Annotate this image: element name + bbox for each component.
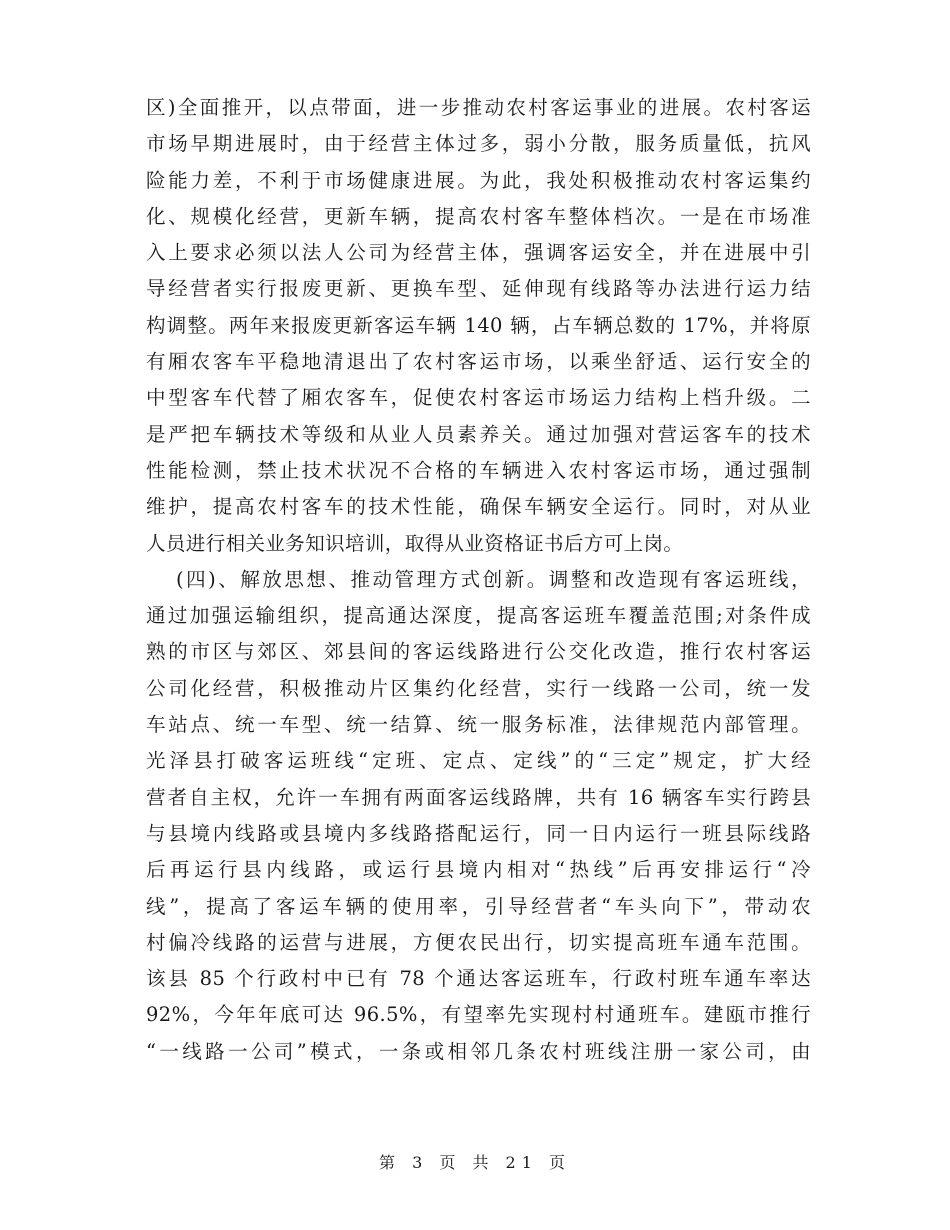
text-line: 熟的市区与郊区、郊县间的客运线路进行公交化改造，推行农村客运 xyxy=(146,640,811,664)
text-line: 村偏冷线路的运营与进展，方便农民出行，切实提高班车通车范围。 xyxy=(146,930,811,954)
text-line: 中型客车代替了厢农客车，促使农村客运市场运力结构上档升级。二 xyxy=(146,386,811,410)
text-line: 是严把车辆技术等级和从业人员素养关。通过加强对营运客车的技术 xyxy=(146,422,811,446)
text-line: 该县 85 个行政村中已有 78 个通达客运班车，行政村班车通车率达 xyxy=(146,967,811,991)
text-line: “一线路一公司”模式，一条或相邻几条农村班线注册一家公司，由 xyxy=(146,1039,811,1063)
text-line: 构调整。两年来报废更新客运车辆 140 辆，占车辆总数的 17%，并将原 xyxy=(146,313,811,337)
text-line: 入上要求必须以法人公司为经营主体，强调客运安全，并在进展中引 xyxy=(146,241,811,265)
text-line: 与县境内线路或县境内多线路搭配运行，同一日内运行一班县际线路 xyxy=(146,821,811,845)
text-line: 有厢农客车平稳地清退出了农村客运市场，以乘坐舒适、运行安全的 xyxy=(146,350,811,374)
text-line: 维护，提高农村客车的技术性能，确保车辆安全运行。同时，对从业 xyxy=(146,495,811,519)
page-number-footer: 第 3 页 共 21 页 xyxy=(379,1153,571,1172)
text-line: 区)全面推开，以点带面，进一步推动农村客运事业的进展。农村客运 xyxy=(146,96,811,119)
text-line: 车站点、统一车型、统一结算、统一服务标准，法律规范内部管理。 xyxy=(146,713,811,737)
text-line: 通过加强运输组织，提高通达深度，提高客运班车覆盖范围;对条件成 xyxy=(146,604,811,628)
text-line: 后再运行县内线路，或运行县境内相对“热线”后再安排运行“冷 xyxy=(146,858,811,882)
text-line: 营者自主权，允许一车拥有两面客运线路牌，共有 16 辆客车实行跨县 xyxy=(146,785,811,809)
text-line: 光泽县打破客运班线“定班、定点、定线”的“三定”规定，扩大经 xyxy=(146,749,811,773)
text-line: 险能力差，不利于市场健康进展。为此，我处积极推动农村客运集约 xyxy=(146,168,811,192)
text-line: 性能检测，禁止技术状况不合格的车辆进入农村客运市场，通过强制 xyxy=(146,458,811,482)
text-line: 化、规模化经营，更新车辆，提高农村客车整体档次。一是在市场准 xyxy=(146,204,811,228)
body-text xyxy=(146,90,811,1070)
text-line: 人员进行相关业务知识培训，取得从业资格证书后方可上岗。 xyxy=(146,531,684,555)
section-heading-line: (四)、解放思想、推动管理方式创新。调整和改造现有客运班线， xyxy=(176,567,811,591)
text-line: 92%，今年年底可达 96.5%，有望率先实现村村通班车。建瓯市推行 xyxy=(146,1003,811,1027)
text-line: 导经营者实行报废更新、更换车型、延伸现有线路等办法进行运力结 xyxy=(146,277,811,301)
text-line: 线”，提高了客运车辆的使用率，引导经营者“车头向下”，带动农 xyxy=(146,894,811,918)
text-line: 市场早期进展时，由于经营主体过多，弱小分散，服务质量低，抗风 xyxy=(146,132,811,156)
text-line: 公司化经营，积极推动片区集约化经营，实行一线路一公司，统一发 xyxy=(146,676,811,700)
